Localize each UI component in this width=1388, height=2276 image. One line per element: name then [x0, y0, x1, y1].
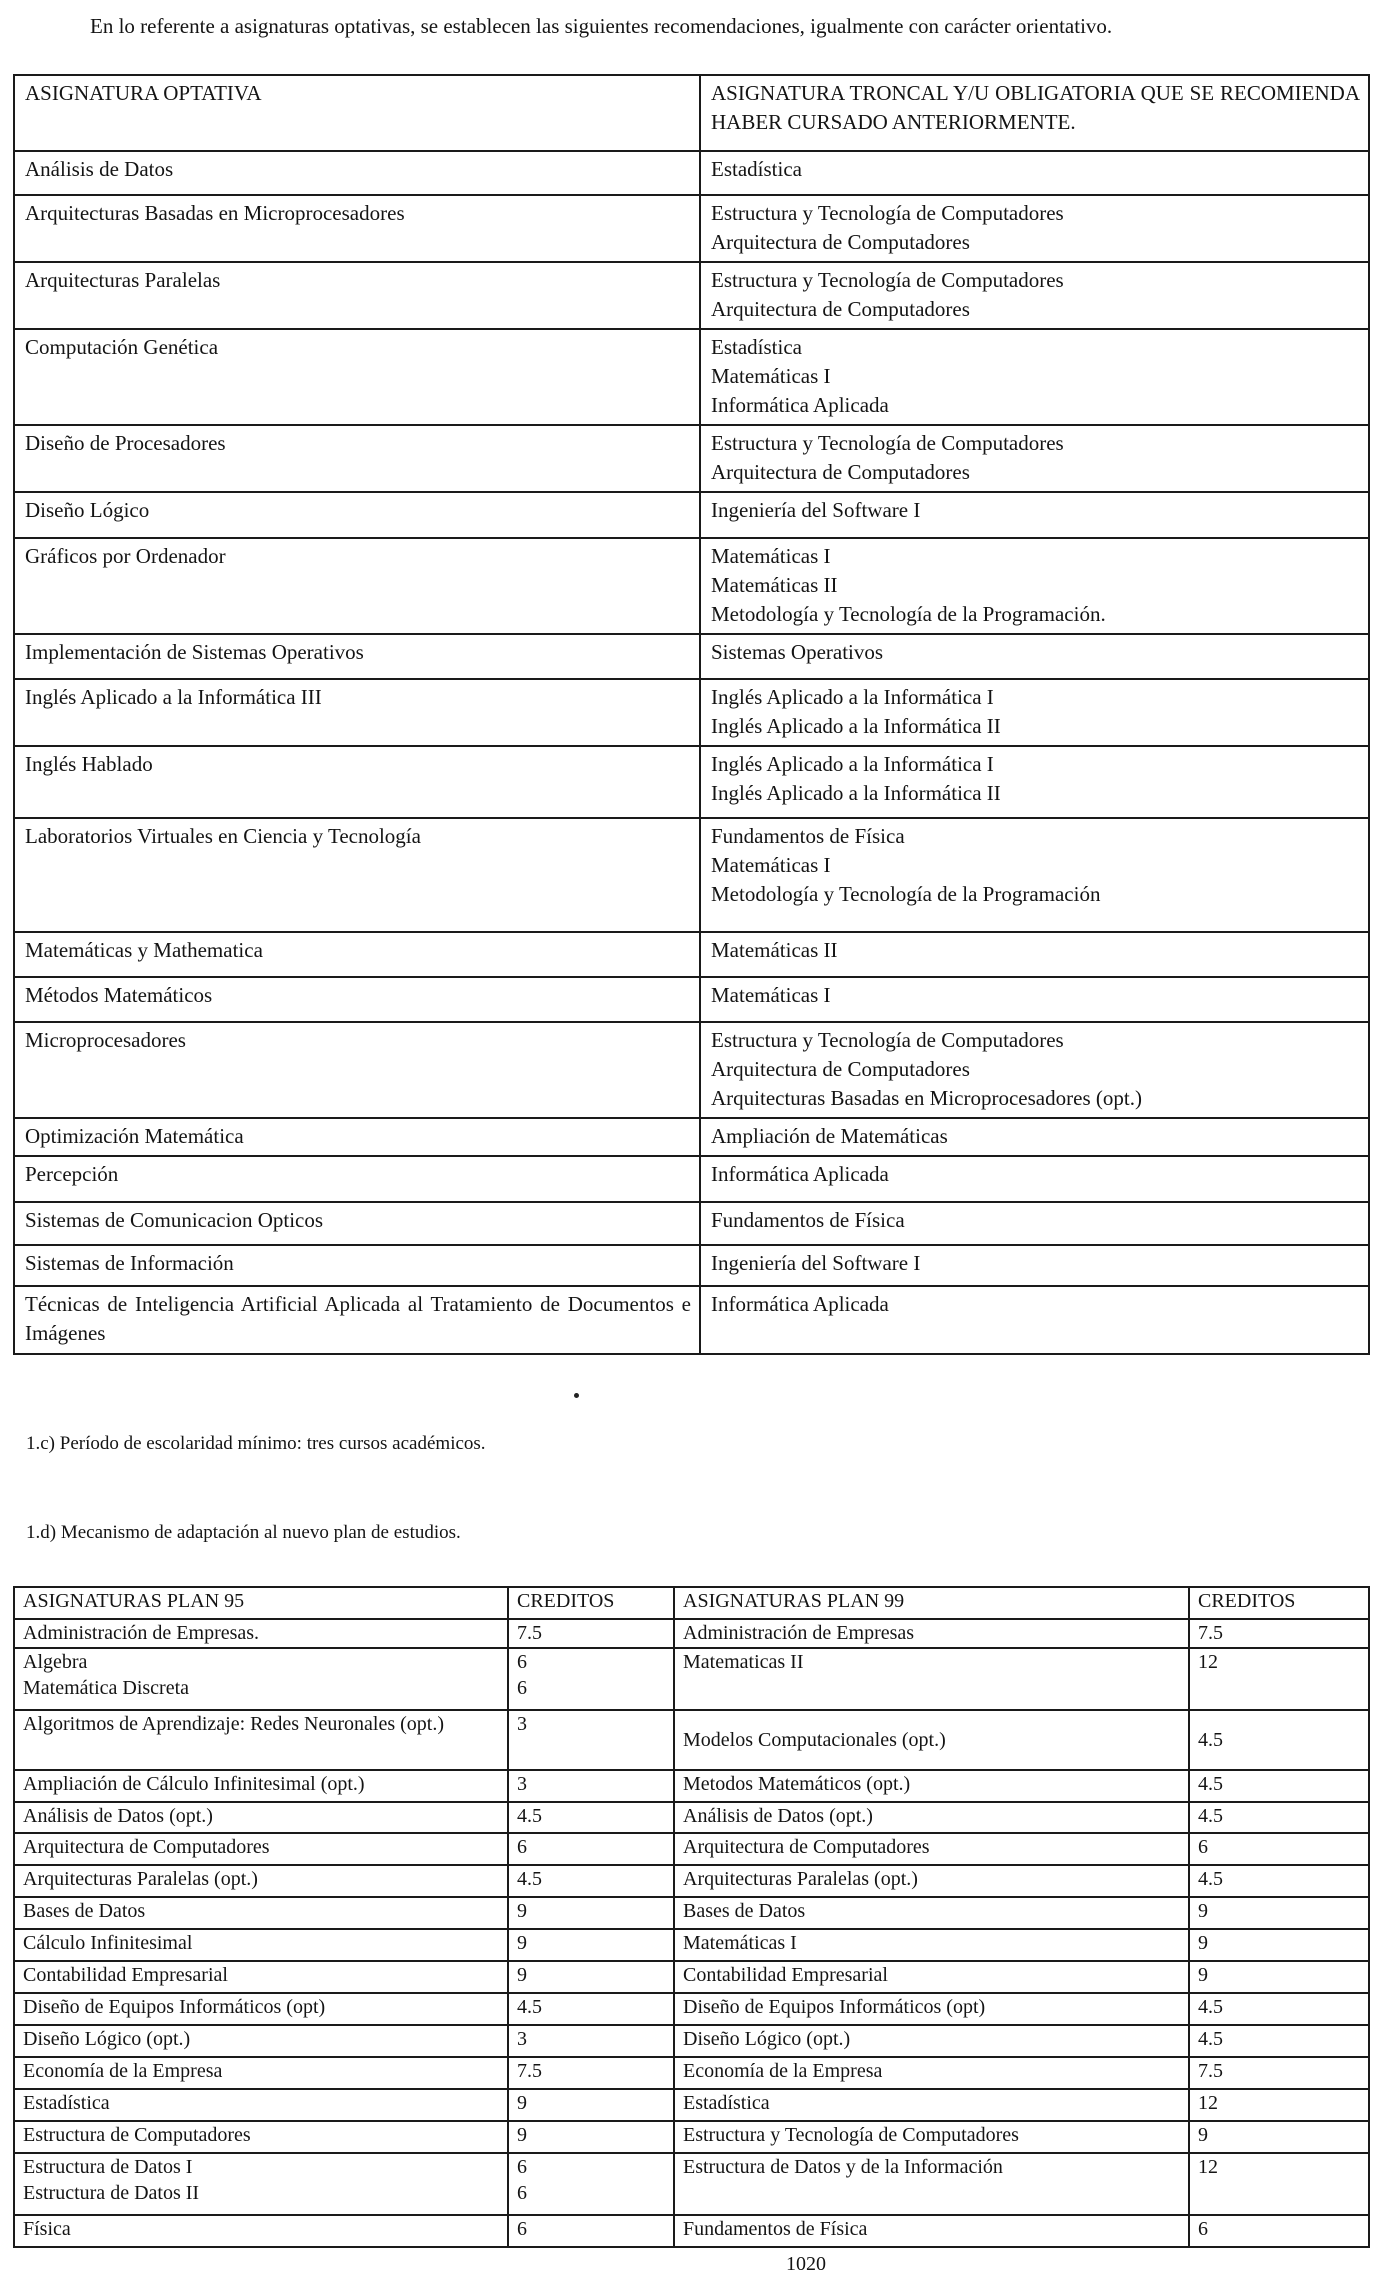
section-d-text: 1.d) Mecanismo de adaptación al nuevo plan de estudios. [26, 1522, 461, 1543]
section-c-text: 1.c) Período de escolaridad mínimo: tres cursos académicos. [26, 1433, 486, 1454]
table-row: Arquitectura de Computadores 6 Arquitectura de Computadores 6 [14, 1833, 1369, 1865]
stray-dot [574, 1393, 579, 1398]
table-row: Inglés Aplicado a la Informática III Inglés Aplicado a la Informática I Inglés Aplicado a la Informática II [14, 679, 1369, 746]
table-row: Métodos Matemáticos Matemáticas I [14, 977, 1369, 1022]
table-header-row [14, 75, 1369, 151]
table-row: Algoritmos de Aprendizaje: Redes Neuronales (opt.) 3 Modelos Computacionales (opt.) 4.5 [14, 1710, 1369, 1770]
optativas-recommendation-table [13, 74, 1370, 1355]
header-plan99: ASIGNATURAS PLAN 99 [674, 1587, 1189, 1619]
table-row: Percepción Informática Aplicada [14, 1156, 1369, 1202]
table-row: Diseño Lógico Ingeniería del Software I [14, 492, 1369, 538]
header-optativa: ASIGNATURA OPTATIVA [14, 75, 700, 151]
table-row: Administración de Empresas. 7.5 Administración de Empresas 7.5 [14, 1619, 1369, 1648]
table-row: Diseño Lógico (opt.) 3 Diseño Lógico (opt.) 4.5 [14, 2025, 1369, 2057]
header-plan95: ASIGNATURAS PLAN 95 [14, 1587, 508, 1619]
table-row: Arquitecturas Paralelas (opt.) 4.5 Arquitecturas Paralelas (opt.) 4.5 [14, 1865, 1369, 1897]
table-row: Ampliación de Cálculo Infinitesimal (opt.) 3 Metodos Matemáticos (opt.) 4.5 [14, 1770, 1369, 1802]
table-row: Laboratorios Virtuales en Ciencia y Tecnología Fundamentos de Física Matemáticas I Metodología y Tecnología de la Programación [14, 818, 1369, 932]
table-row: Estadística 9 Estadística 12 [14, 2089, 1369, 2121]
table-row: Inglés Hablado Inglés Aplicado a la Informática I Inglés Aplicado a la Informática II [14, 746, 1369, 818]
header-creditos99: CREDITOS [1189, 1587, 1369, 1619]
table-row: Análisis de Datos Estadística [14, 151, 1369, 195]
header-recomendadas: ASIGNATURA TRONCAL Y/U OBLIGATORIA QUE SE RECOMIENDA HABER CURSADO ANTERIORMENTE. [700, 75, 1369, 151]
table-row: Diseño de Procesadores Estructura y Tecnología de Computadores Arquitectura de Computadores [14, 425, 1369, 492]
table-row: Sistemas de Información Ingeniería del Software I [14, 1245, 1369, 1286]
table-row: Sistemas de Comunicacion Opticos Fundamentos de Física [14, 1202, 1369, 1245]
table-row: Economía de la Empresa 7.5 Economía de la Empresa 7.5 [14, 2057, 1369, 2089]
header-creditos95: CREDITOS [508, 1587, 674, 1619]
table-row: Implementación de Sistemas Operativos Sistemas Operativos [14, 634, 1369, 679]
intro-paragraph: En lo referente a asignaturas optativas, se establecen las siguientes recomendaciones, igualmente con carácter orientativo. [90, 14, 1113, 38]
table-row: Arquitecturas Paralelas Estructura y Tecnología de Computadores Arquitectura de Computadores [14, 262, 1369, 329]
table-header-row [14, 1587, 1369, 1619]
table-row: Microprocesadores Estructura y Tecnología de Computadores Arquitectura de Computadores Arquitecturas Basadas en Microprocesadores (opt.) [14, 1022, 1369, 1118]
table-row: Optimización Matemática Ampliación de Matemáticas [14, 1118, 1369, 1156]
page-number: 1020 [786, 2253, 826, 2275]
table-row: Análisis de Datos (opt.) 4.5 Análisis de Datos (opt.) 4.5 [14, 1802, 1369, 1833]
table-row: Estructura de Datos I Estructura de Datos II 6 6 Estructura de Datos y de la Información 12 [14, 2153, 1369, 2215]
table-row: Bases de Datos 9 Bases de Datos 9 [14, 1897, 1369, 1929]
table-row: Arquitecturas Basadas en Microprocesadores Estructura y Tecnología de Computadores Arquitectura de Computadores [14, 195, 1369, 262]
table-row: Gráficos por Ordenador Matemáticas I Matemáticas II Metodología y Tecnología de la Programación. [14, 538, 1369, 634]
table-row: Estructura de Computadores 9 Estructura y Tecnología de Computadores 9 [14, 2121, 1369, 2153]
table-row: Contabilidad Empresarial 9 Contabilidad Empresarial 9 [14, 1961, 1369, 1993]
table-row: Computación Genética Estadística Matemáticas I Informática Aplicada [14, 329, 1369, 425]
table-row: Técnicas de Inteligencia Artificial Aplicada al Tratamiento de Documentos e Imágenes Informática Aplicada [14, 1286, 1369, 1354]
table-row: Matemáticas y Mathematica Matemáticas II [14, 932, 1369, 977]
table-row: Diseño de Equipos Informáticos (opt) 4.5 Diseño de Equipos Informáticos (opt) 4.5 [14, 1993, 1369, 2025]
table-row: Algebra Matemática Discreta 6 6 Matematicas II 12 [14, 1648, 1369, 1710]
table-row: Física 6 Fundamentos de Física 6 [14, 2215, 1369, 2247]
adaptation-table [13, 1586, 1370, 2248]
table-row: Cálculo Infinitesimal 9 Matemáticas I 9 [14, 1929, 1369, 1961]
